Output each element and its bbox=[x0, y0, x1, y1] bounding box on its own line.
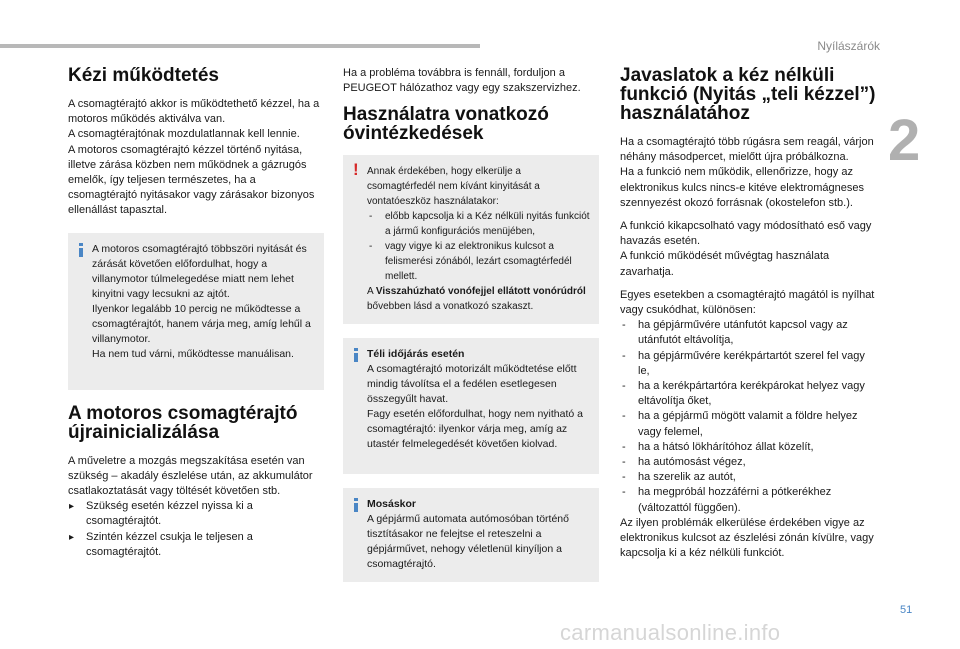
list-item: - ha a kerékpártartóra kerékpárokat helyez vagy eltávolítja őket, bbox=[620, 379, 876, 409]
text: Ha a funkció nem működik, ellenőrizze, hogy az elektronikus kulcs nincs-e kitéve elektromágneses szennyezést okozó forrásnak (okostelefon stb.). bbox=[620, 166, 864, 209]
list-item: - ha szerelik az autót, bbox=[620, 470, 876, 485]
list-item: - ha a gépjármű mögött valamit a földre helyez vagy felemel, bbox=[620, 409, 876, 439]
text: Ilyenkor legalább 10 percig ne működtesse a csomagtérajtót, hanem várja meg, amíg lehűl a villanymotor. bbox=[92, 302, 311, 345]
list-item: ▸ Szintén kézzel csukja le teljesen a csomagtérajtót. bbox=[68, 530, 324, 560]
info-box-washing bbox=[343, 488, 599, 582]
warning-intro: Annak érdekében, hogy elkerülje a csomagtérfedél nem kívánt kinyitását a vontatóeszköz használatakor: bbox=[367, 166, 540, 208]
list-item: ▸ Szükség esetén kézzel nyissa ki a csomagtérajtót. bbox=[68, 499, 324, 529]
text: A csomagtérajtó akkor is működtethető kézzel, ha a motoros működés aktiválva van. bbox=[68, 98, 320, 126]
text: Ha nem tud várni, működtesse manuálisan. bbox=[92, 347, 294, 360]
header-rule bbox=[0, 44, 480, 48]
text: A funkció működését művégtag használata zavarhatja. bbox=[620, 250, 830, 278]
steps-list bbox=[68, 499, 324, 560]
info-box bbox=[68, 233, 324, 390]
watermark: carmanualsonline.info bbox=[560, 620, 781, 645]
column-3 bbox=[620, 66, 876, 569]
warning-list bbox=[367, 209, 591, 284]
heading-reinitialization: A motoros csomagtérajtó újrainicializálása bbox=[68, 402, 298, 443]
box-text bbox=[367, 362, 591, 452]
section-title: Nyílászárók bbox=[817, 39, 880, 53]
info-icon bbox=[77, 243, 85, 257]
paragraph bbox=[620, 135, 876, 211]
list-item: - ha a hátsó lökhárítóhoz állat közelít, bbox=[620, 440, 876, 455]
box-title: Mosáskor bbox=[367, 498, 417, 511]
heading-recommendations: Javaslatok a kéz nélküli funkció (Nyitás „teli kézzel”) használatához bbox=[620, 65, 876, 124]
heading-manual-operation: Kézi működtetés bbox=[68, 65, 219, 86]
paragraph: Az ilyen problémák elkerülése érdekében vigye az elektronikus kulcsot az észlelési zónán kívülre, vagy kapcsolja ki a kéz nélküli funkciót. bbox=[620, 516, 874, 560]
info-icon bbox=[352, 348, 360, 362]
text: A motoros csomagtérajtó többszöri nyitását és zárását követően előfordulhat, hogy a villanymotor túlmelegedése miatt nem lehet kinyitni vagy lecsukni az ajtót. bbox=[92, 242, 307, 300]
bold-text: Visszahúzható vonófejjel ellátott vonórúdról bbox=[375, 286, 586, 298]
column-2 bbox=[343, 66, 599, 596]
info-text bbox=[92, 242, 316, 362]
paragraph bbox=[68, 97, 324, 219]
text: A bbox=[367, 286, 376, 298]
paragraph: A műveletre a mozgás megszakítása esetén van szükség – akadály észlelése után, az akkumulátor csatlakoztatását vagy töltését követően stb. bbox=[68, 454, 313, 498]
list-item: - ha gépjárművére utánfutót kapcsol vagy az utánfutót eltávolítja, bbox=[620, 318, 876, 348]
box-text: A gépjármű automata autómosóban történő tisztításakor ne felejtse el reteszelni a gépjárművet, nehogy véletlenül kinyíljon a csomagtérajtó. bbox=[367, 513, 569, 571]
list-item: - előbb kapcsolja ki a Kéz nélküli nyitás funkciót a jármű konfigurációs menüjében, bbox=[367, 209, 591, 239]
list-item: - ha gépjárművére kerékpártartót szerel fel vagy le, bbox=[620, 349, 876, 379]
warning-box bbox=[343, 155, 599, 324]
box-title: Téli időjárás esetén bbox=[367, 348, 465, 361]
text: A csomagtérajtó motorizált működtetése előtt mindig távolítsa el a fedélen esetlegesen összegyűlt havat. bbox=[367, 363, 577, 406]
cases-list bbox=[620, 318, 876, 516]
page-number: 51 bbox=[900, 604, 913, 616]
heading-precautions: Használatra vonatkozó óvintézkedések bbox=[343, 104, 549, 145]
text: A csomagtérajtónak mozdulatlannak kell lennie. bbox=[68, 128, 300, 141]
text: Ha a csomagtérajtó több rúgásra sem reagál, várjon néhány másodpercet, mielőtt újra próbálkozna. bbox=[620, 136, 874, 164]
chapter-number: 2 bbox=[888, 108, 921, 173]
paragraph bbox=[620, 219, 876, 280]
paragraph: Egyes esetekben a csomagtérajtó magától is nyílhat vagy csukódhat, különösen: bbox=[620, 288, 875, 317]
text: Fagy esetén előfordulhat, hogy nem nyitható a csomagtérajtó: ilyenkor várja meg, amíg az utastér felmelegedését követően kiolvad. bbox=[367, 408, 583, 451]
info-icon bbox=[352, 498, 360, 512]
warning-outro bbox=[367, 284, 591, 314]
text: A motoros csomagtérajtó kézzel történő nyitása, illetve zárása közben nem működnek a gázrugós emelők, így teljesen természetes, ha a csomagtérajtó nyitásakor vagy zárásakor bizonyos ellenállást tapasztal. bbox=[68, 143, 315, 217]
list-item: - ha megpróbál hozzáférni a pótkerékhez (változattól függően). bbox=[620, 485, 876, 515]
warning-icon: ! bbox=[353, 160, 359, 180]
list-item: - vagy vigye ki az elektronikus kulcsot a felismerési zónából, lezárt csomagtérfedél mellett. bbox=[367, 239, 591, 284]
text: bővebben lásd a vonatkozó szakaszt. bbox=[367, 301, 534, 313]
column-1 bbox=[68, 66, 324, 560]
text: A funkció kikapcsolható vagy módosítható eső vagy havazás esetén. bbox=[620, 220, 872, 248]
paragraph: Ha a probléma továbbra is fennáll, forduljon a PEUGEOT hálózathoz vagy egy szakszervizhez. bbox=[343, 67, 581, 95]
info-box-winter bbox=[343, 338, 599, 474]
list-item: - ha autómosást végez, bbox=[620, 455, 876, 470]
